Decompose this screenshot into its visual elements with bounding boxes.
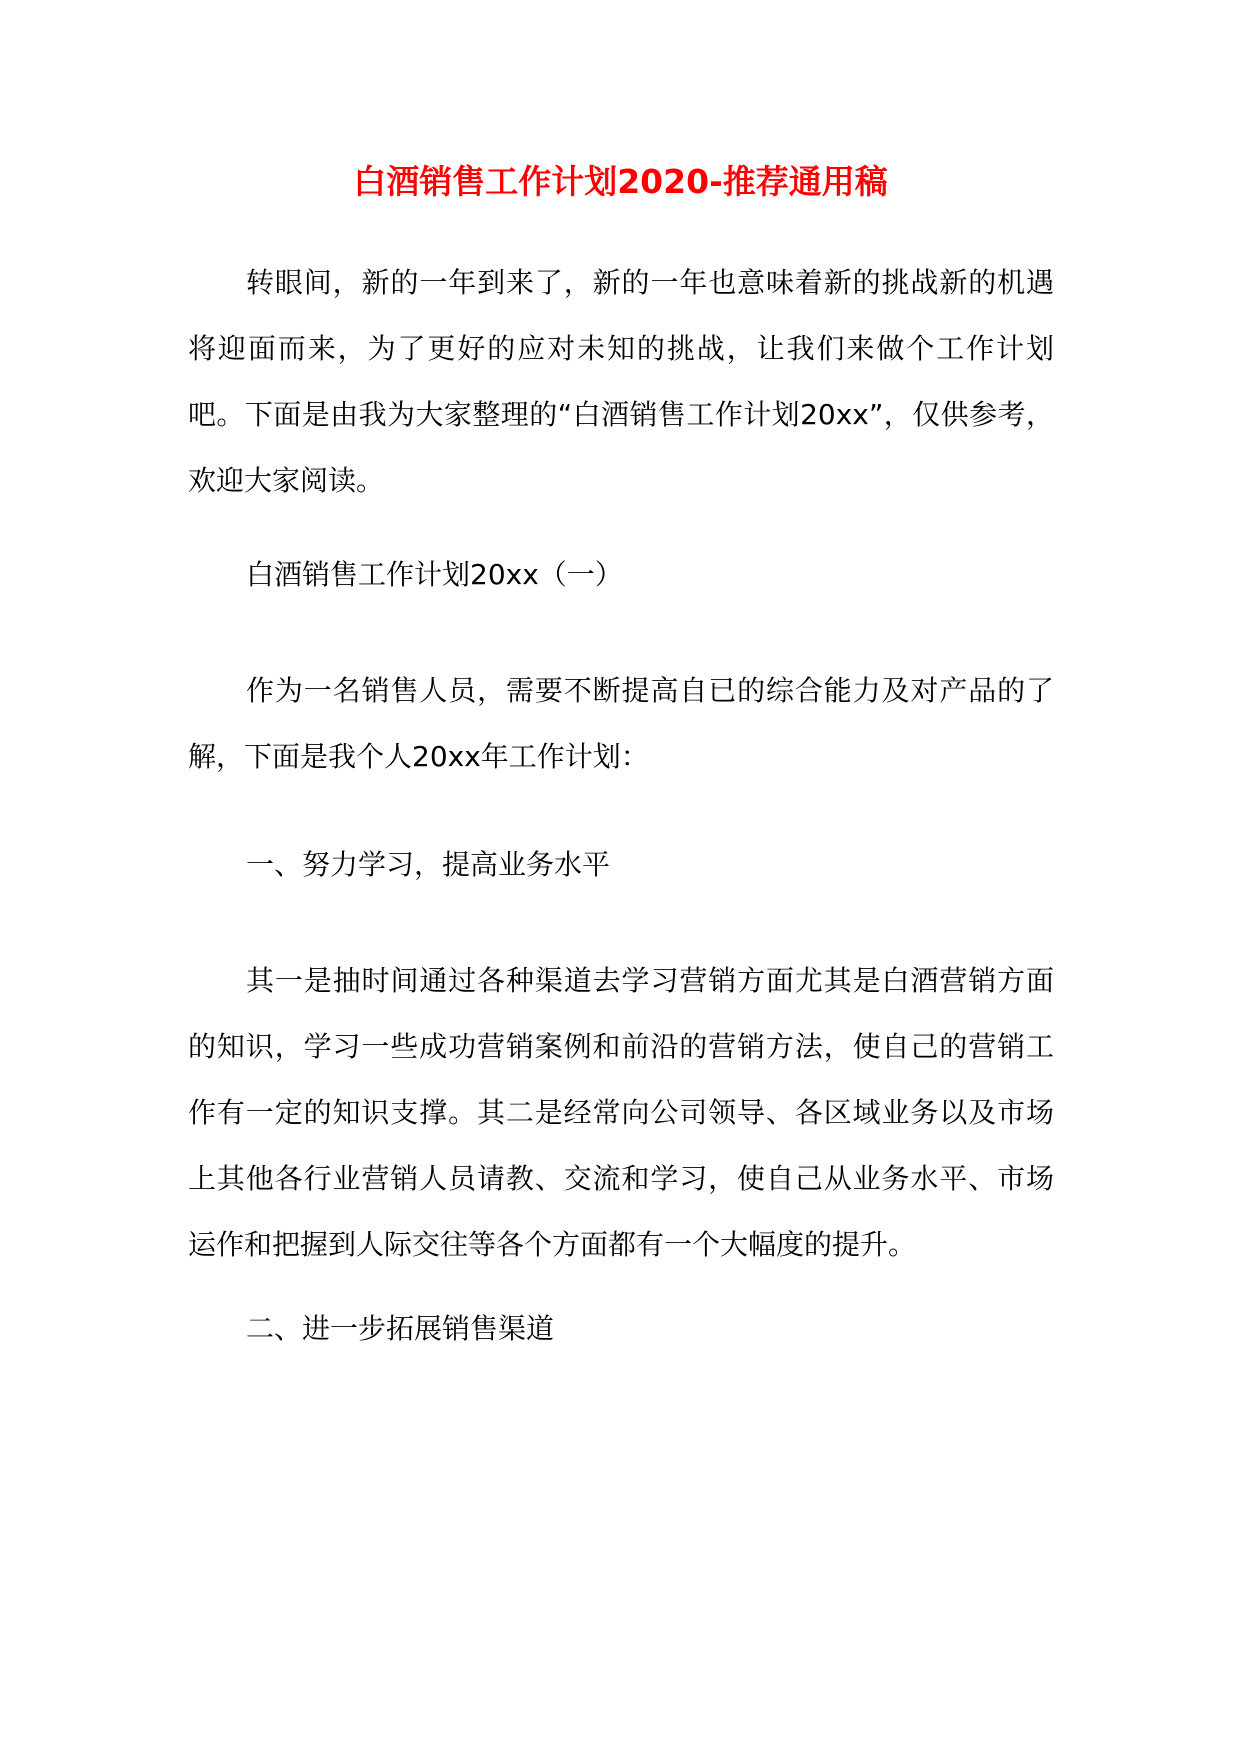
body-paragraph-1: 作为一名销售人员，需要不断提高自已的综合能力及对产品的了解，下面是我个人20xx年工作计划： <box>188 674 1054 773</box>
section-heading-1: 一、努力学习，提高业务水平 <box>246 848 611 881</box>
section-title: 白酒销售工作计划20xx（一） <box>246 558 623 591</box>
section-heading-2: 二、进一步拓展销售渠道 <box>246 1312 555 1345</box>
intro-paragraph: 转眼间，新的一年到来了，新的一年也意味着新的挑战新的机遇将迎面而来，为了更好的应对未知的挑战，让我们来做个工作计划吧。下面是由我为大家整理的“白酒销售工作计划20xx”，仅供参考，欢迎大家阅读。 <box>188 266 1054 497</box>
document-title: 白酒销售工作计划2020-推荐通用稿 <box>353 162 888 201</box>
body-paragraph-2: 其一是抽时间通过各种渠道去学习营销方面尤其是白酒营销方面的知识，学习一些成功营销案例和前沿的营销方法，使自己的营销工作有一定的知识支撑。其二是经常向公司领导、各区域业务以及市场上其他各行业营销人员请教、交流和学习，使自己从业务水平、市场运作和把握到人际交往等各个方面都有一个大幅度的提升。 <box>188 964 1054 1261</box>
